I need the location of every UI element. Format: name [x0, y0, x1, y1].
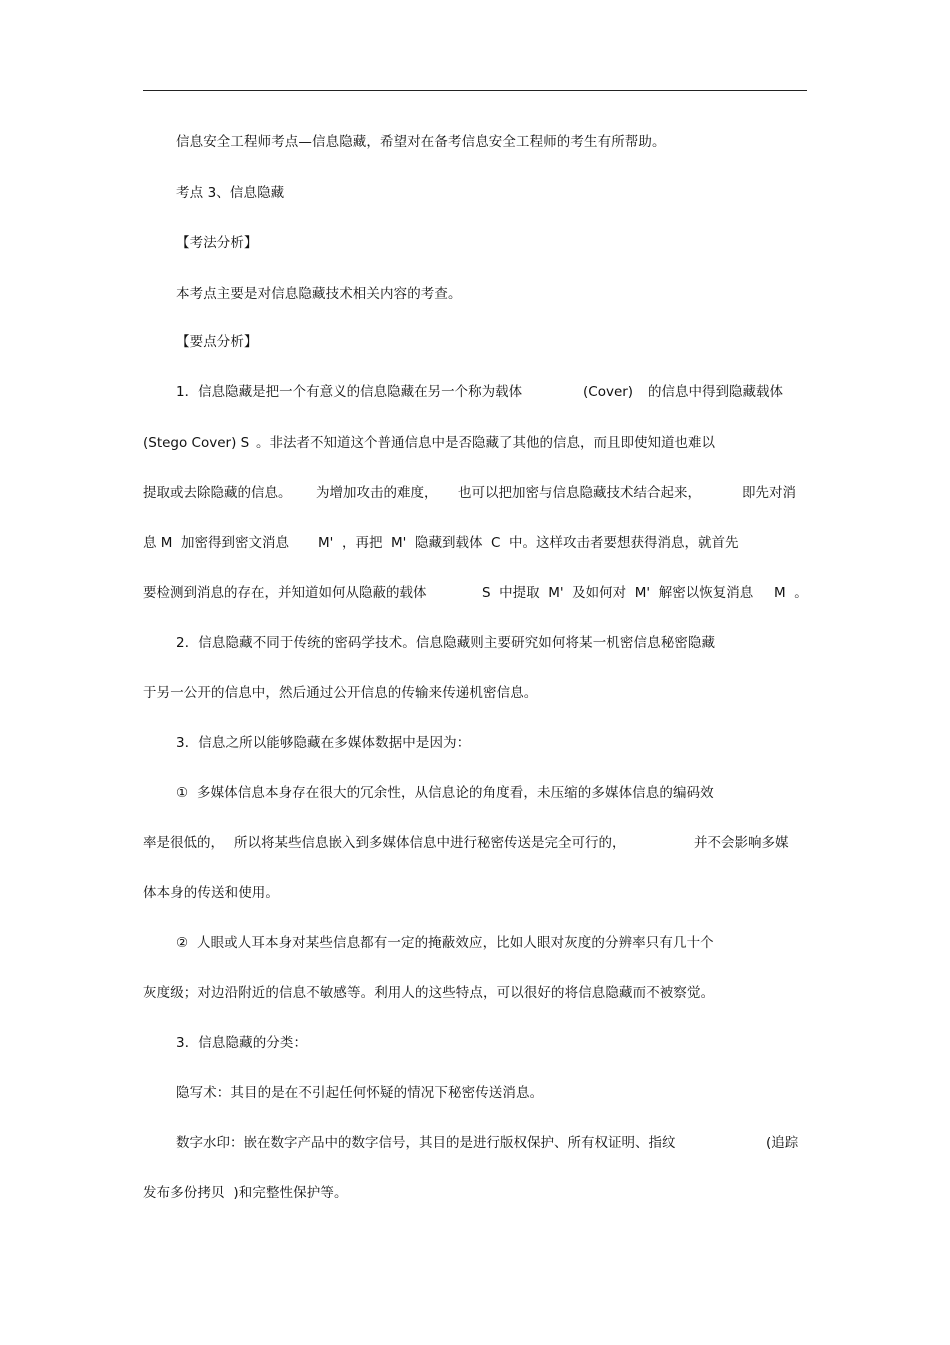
- header-rule: [143, 90, 807, 91]
- p1-line4-b: M' ，再把 M' 隐藏到载体 C 中。这样攻击者要想获得消息，就首先: [318, 535, 739, 551]
- p1-line5-b: S 中提取 M' 及如何对 M' 解密以恢复消息: [482, 585, 754, 601]
- method-text: 本考点主要是对信息隐藏技术相关内容的考查。: [176, 286, 462, 302]
- p4-line1: 3．信息隐藏的分类：: [176, 1035, 308, 1051]
- intro-text: 信息安全工程师考点—信息隐藏，希望对在备考信息安全工程师的考生有所帮助。: [176, 134, 666, 150]
- p1-line2-b: 。非法者不知道这个普通信息中是否隐藏了其他的信息，而且即使知道也难以: [256, 435, 715, 451]
- p3-item2-line1: ② 人眼或人耳本身对某些信息都有一定的掩蔽效应，比如人眼对灰度的分辨率只有几十个: [176, 935, 714, 951]
- p3-item2-line2: 灰度级；对边沿附近的信息不敏感等。利用人的这些特点，可以很好的将信息隐藏而不被察觉。: [143, 985, 715, 1001]
- p4-watermark-a: 数字水印：嵌在数字产品中的数字信号，其目的是进行版权保护、所有权证明、指纹: [176, 1135, 676, 1151]
- p1-line1-c: 的信息中得到隐藏载体: [648, 384, 783, 400]
- p1-line4-a: 息 M 加密得到密文消息: [143, 535, 290, 551]
- p3-item1-line2-a: 率是很低的，: [143, 835, 224, 851]
- p1-line5-a: 要检测到消息的存在，并知道如何从隐蔽的载体: [143, 585, 427, 601]
- p3-item1-line3: 体本身的传送和使用。: [143, 885, 279, 901]
- p3-item1-line1: ① 多媒体信息本身存在很大的冗余性，从信息论的角度看，未压缩的多媒体信息的编码效: [176, 785, 714, 801]
- p3-item1-line2-b: 所以将某些信息嵌入到多媒体信息中进行秘密传送是完全可行的，: [234, 835, 626, 851]
- p2-line1: 2．信息隐藏不同于传统的密码学技术。信息隐藏则主要研究如何将某一机密信息秘密隐藏: [176, 635, 716, 651]
- p4-watermark-b: (追踪: [766, 1135, 799, 1151]
- p1-line3-b: 为增加攻击的难度，: [316, 485, 438, 501]
- method-label: 【考法分析】: [176, 235, 258, 251]
- p1-line3-c: 也可以把加密与信息隐藏技术结合起来，: [458, 485, 701, 501]
- p4-steganography: 隐写术：其目的是在不引起任何怀疑的情况下秘密传送消息。: [176, 1085, 544, 1101]
- p1-line2-a: (Stego Cover) S: [143, 435, 250, 451]
- p3-line1: 3．信息之所以能够隐藏在多媒体数据中是因为：: [176, 735, 471, 751]
- p3-item1-line2-c: 并不会影响多媒: [694, 835, 789, 851]
- p1-line3-a: 提取或去除隐藏的信息。: [143, 485, 292, 501]
- p1-line1-b: (Cover): [583, 384, 634, 400]
- p1-line3-d: 即先对消: [742, 485, 796, 501]
- p1-line1-a: 1．信息隐藏是把一个有意义的信息隐藏在另一个称为载体: [176, 384, 523, 400]
- p4-watermark-c: 发布多份拷贝 )和完整性保护等。: [143, 1185, 348, 1201]
- p1-line5-c: M 。: [774, 585, 808, 601]
- section-heading: 考点 3、信息隐藏: [176, 185, 285, 201]
- p2-line2: 于另一公开的信息中，然后通过公开信息的传输来传递机密信息。: [143, 685, 538, 701]
- key-points-label: 【要点分析】: [176, 334, 258, 350]
